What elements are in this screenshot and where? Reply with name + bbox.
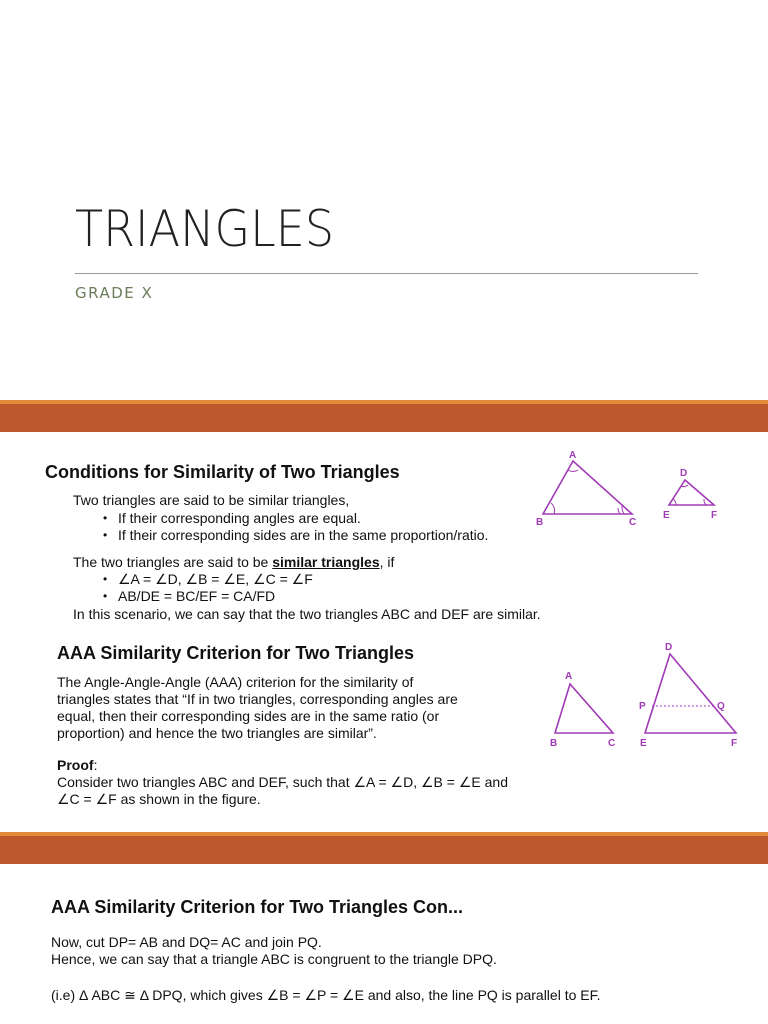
list-item: • ∠A = ∠D, ∠B = ∠E, ∠C = ∠F bbox=[100, 571, 313, 588]
aaa-line: proportion) and hence the two triangles are similar”. bbox=[57, 725, 377, 741]
similarity-slide bbox=[0, 432, 768, 832]
label-d: D bbox=[680, 468, 688, 479]
slide-separator-accent bbox=[0, 832, 768, 836]
proof-line: Consider two triangles ABC and DEF, such that ∠A = ∠D, ∠B = ∠E and bbox=[57, 774, 508, 790]
proof-label: Proof bbox=[57, 757, 94, 773]
aaa-line: equal, then their corresponding sides are in the same ratio (or bbox=[57, 708, 440, 724]
slide-separator-band bbox=[0, 400, 768, 432]
list-item: • If their corresponding sides are in the same proportion/ratio. bbox=[100, 527, 488, 544]
label-e: E bbox=[663, 510, 670, 521]
conditions-heading: Conditions for Similarity of Two Triangles bbox=[45, 462, 400, 482]
label-a: A bbox=[565, 671, 573, 682]
page-title: TRIANGLES bbox=[75, 200, 335, 258]
aaa-line: The Angle-Angle-Angle (AAA) criterion for the similarity of bbox=[57, 674, 414, 690]
triangle-abc bbox=[543, 461, 632, 514]
label-p: P bbox=[639, 701, 646, 712]
congruence-statement: (i.e) Δ ABC ≅ Δ DPQ, which gives ∠B = ∠P = ∠E and also, the line PQ is parallel to EF. bbox=[51, 987, 601, 1003]
proof-block bbox=[57, 757, 508, 808]
conditions-intro: Two triangles are said to be similar triangles, bbox=[73, 492, 350, 508]
triangle-def bbox=[645, 654, 736, 733]
label-q: Q bbox=[717, 701, 725, 712]
label-f: F bbox=[731, 738, 738, 749]
label-d: D bbox=[665, 642, 673, 653]
angle-mark-b bbox=[551, 503, 555, 514]
list-item: • If their corresponding angles are equal. bbox=[100, 510, 488, 527]
aaa-continuation-slide bbox=[0, 864, 768, 1024]
label-b: B bbox=[536, 517, 544, 528]
slide-separator-band bbox=[0, 832, 768, 864]
similar-triangles-figure bbox=[528, 448, 728, 528]
slide-separator-accent bbox=[0, 400, 768, 404]
aaa-heading: AAA Similarity Criterion for Two Triangles bbox=[57, 643, 415, 663]
page-subtitle: GRADE X bbox=[75, 284, 154, 302]
proof-colon: : bbox=[93, 757, 98, 773]
title-slide bbox=[0, 0, 768, 400]
angle-mark-c bbox=[618, 508, 620, 514]
aaa-line: triangles states that “If in two triangles, corresponding angles are bbox=[57, 691, 458, 707]
relations-list bbox=[100, 571, 313, 605]
similar-prefix: The two triangles are said to be bbox=[73, 554, 273, 570]
continuation-text bbox=[51, 934, 497, 968]
label-b: B bbox=[550, 738, 558, 749]
title-divider bbox=[75, 273, 698, 274]
angle-mark-a bbox=[568, 470, 578, 472]
scenario-text: In this scenario, we can say that the two triangles ABC and DEF are similar. bbox=[73, 606, 541, 622]
label-a: A bbox=[569, 450, 577, 461]
angle-mark-f bbox=[704, 499, 706, 505]
aaa-description bbox=[57, 674, 458, 742]
similar-definition bbox=[73, 554, 394, 571]
label-c: C bbox=[629, 517, 637, 528]
triangle-abc bbox=[555, 684, 613, 733]
label-e: E bbox=[640, 738, 647, 749]
similar-term: similar triangles bbox=[272, 554, 380, 570]
continuation-line: Hence, we can say that a triangle ABC is congruent to the triangle DPQ. bbox=[51, 951, 497, 967]
label-c: C bbox=[608, 738, 616, 749]
angle-mark-e bbox=[673, 499, 676, 505]
triangle-def bbox=[669, 480, 714, 505]
proof-title bbox=[57, 757, 508, 774]
continuation-heading: AAA Similarity Criterion for Two Triangles Con... bbox=[51, 897, 464, 917]
list-item: • AB/DE = BC/EF = CA/FD bbox=[100, 588, 313, 605]
conditions-list bbox=[100, 510, 488, 544]
label-f: F bbox=[711, 510, 718, 521]
similar-suffix: , if bbox=[379, 554, 395, 570]
aaa-proof-figure bbox=[540, 636, 750, 756]
continuation-line: Now, cut DP= AB and DQ= AC and join PQ. bbox=[51, 934, 322, 950]
proof-line: ∠C = ∠F as shown in the figure. bbox=[57, 791, 261, 807]
